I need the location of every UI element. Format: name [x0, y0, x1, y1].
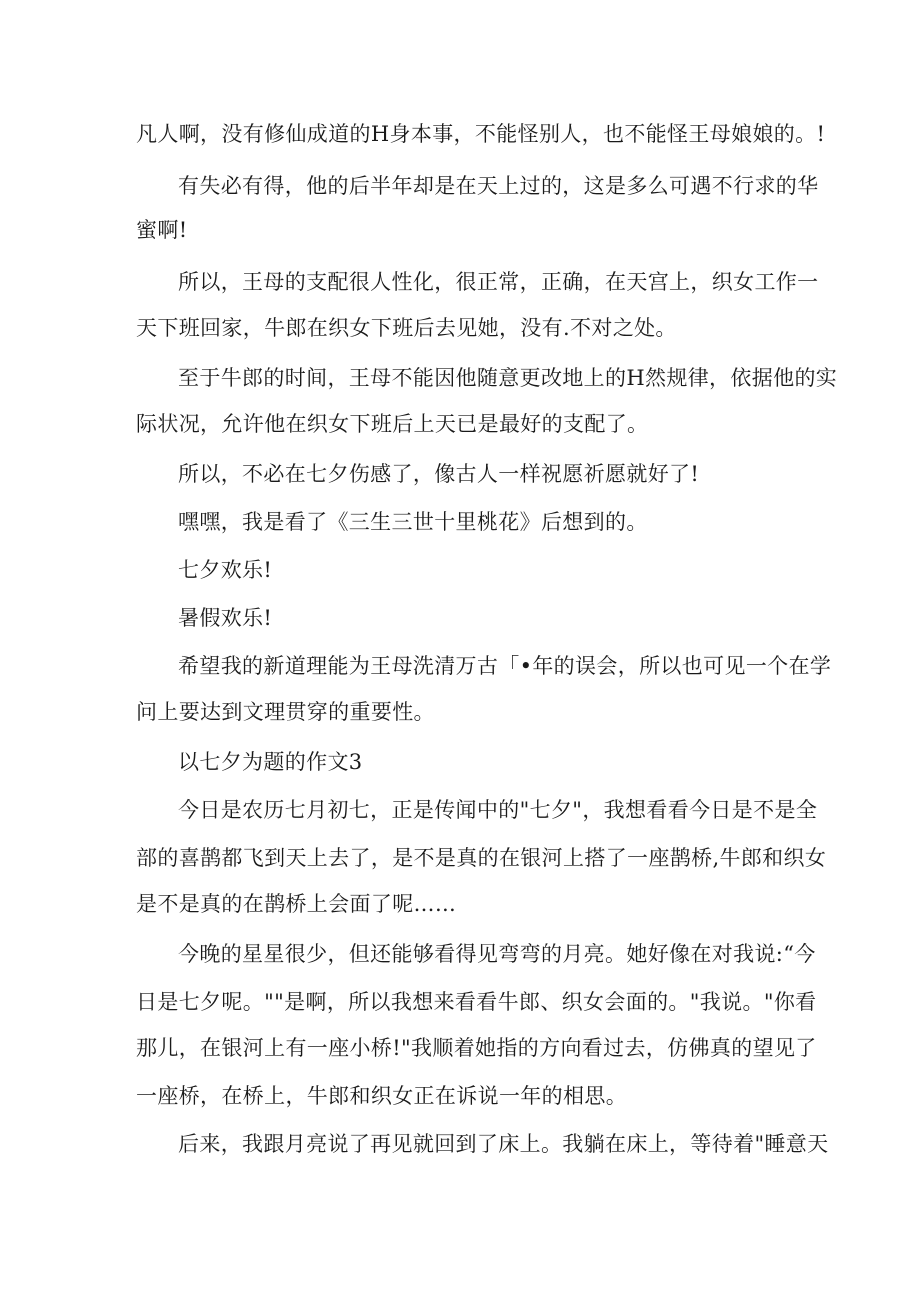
text-line: 问上要达到文理贯穿的重要性。	[136, 700, 435, 724]
section-heading: 以七夕为题的作文3	[178, 750, 363, 774]
paragraph-line: 今日是农历七月初七，正是传闻中的"七夕"，我想看看今日是不是全	[178, 798, 818, 822]
paragraph-line: 至于牛郎的时间，王母不能因他随意更改地上的H然规律，依据他的实	[178, 366, 838, 390]
text-line: 际状况，允许他在织女下班后上天已是最好的支配了。	[136, 412, 649, 436]
paragraph-line: 暑假欢乐!	[178, 606, 273, 630]
text-line: 是不是真的在鹊桥上会面了呢……	[136, 892, 457, 916]
paragraph-line: 所以，王母的支配很人性化，很正常，正确，在天宫上，织女工作一	[178, 270, 819, 294]
text-line: 一座桥，在桥上，牛郎和织女正在诉说一年的相思。	[136, 1084, 628, 1108]
text-line: 部的喜鹊都飞到天上去了，是不是真的在银河上搭了一座鹊桥,牛郎和织女	[136, 846, 827, 870]
text-line: 凡人啊，没有修仙成道的H身本事，不能怪别人，也不能怪王母娘娘的。!	[136, 122, 826, 146]
text-line: 那儿，在银河上有一座小桥!"我顺着她指的方向看过去，仿佛真的望见了	[136, 1036, 817, 1060]
text-line: 日是七夕呢。""是啊，所以我想来看看牛郎、织女会面的。"我说。"你看	[136, 990, 817, 1014]
text-line: 天下班回家，牛郎在织女下班后去见她，没有.不对之处。	[136, 316, 677, 340]
paragraph-line: 所以，不必在七夕伤感了，像古人一样祝愿祈愿就好了!	[178, 462, 700, 486]
paragraph-line: 嘿嘿，我是看了《三生三世十里桃花》后想到的。	[178, 510, 648, 534]
paragraph-line: 七夕欢乐!	[178, 558, 273, 582]
paragraph-line: 今晚的星星很少，但还能够看得见弯弯的月亮。她好像在对我说:“今	[178, 942, 816, 966]
paragraph-line: 希望我的新道理能为王母洗清万古「•年的误会，所以也可见一个在学	[178, 654, 832, 678]
paragraph-line: 有失必有得，他的后半年却是在天上过的，这是多么可遇不行求的华	[178, 174, 819, 198]
paragraph-line: 后来，我跟月亮说了再见就回到了床上。我躺在床上，等待着"睡意天	[178, 1132, 829, 1156]
text-line: 蜜啊!	[136, 218, 188, 242]
